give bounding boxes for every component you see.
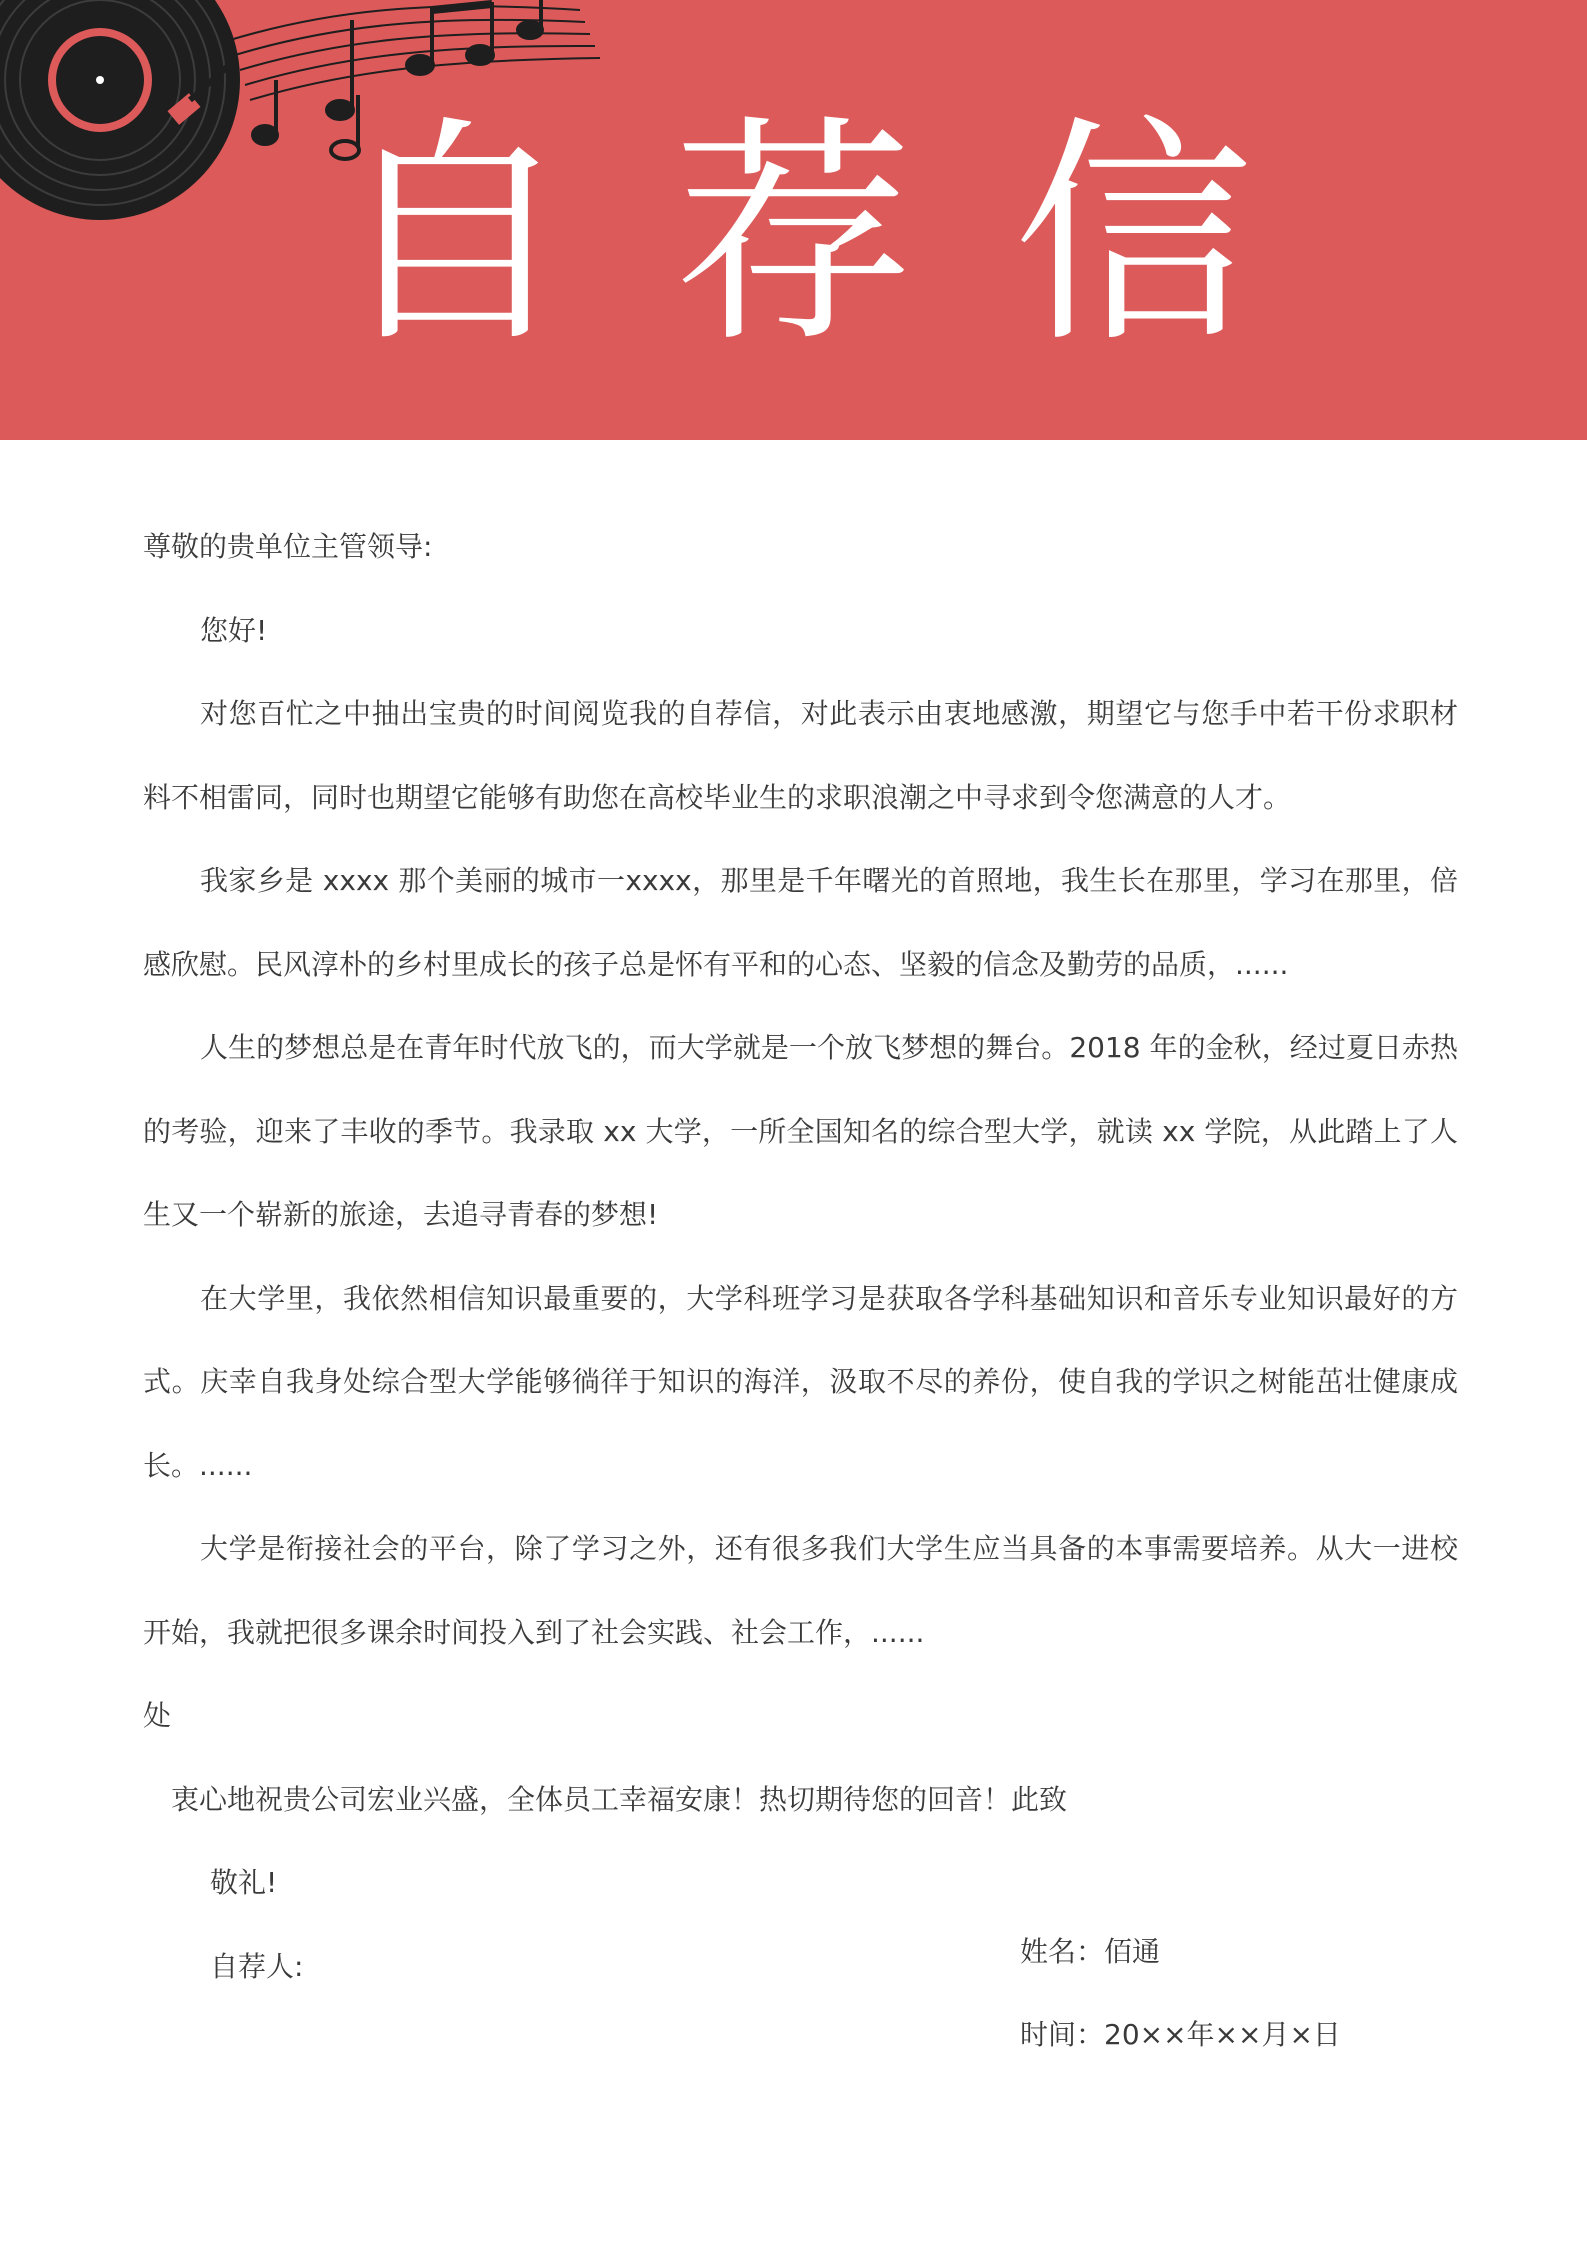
signature-name: 姓名：佰通 bbox=[1020, 1935, 1161, 1968]
paragraph-5: 大学是衔接社会的平台，除了学习之外，还有很多我们大学生应当具备的本事需要培养。从大一进校开始，我就把很多课余时间投入到了社会实践、社会工作，...... bbox=[143, 1532, 1458, 1649]
paragraph-1: 对您百忙之中抽出宝贵的时间阅览我的自荐信，对此表示由衷地感激，期望它与您手中若干份求职材料不相雷同，同时也期望它能够有助您在高校毕业生的求职浪潮之中寻求到令您满意的人才。 bbox=[143, 697, 1458, 814]
signature-date: 时间：20××年××月×日 bbox=[1020, 2018, 1341, 2051]
regards: 敬礼! bbox=[210, 1866, 278, 1899]
salutation: 尊敬的贵单位主管领导: bbox=[143, 530, 433, 563]
greeting: 您好! bbox=[200, 613, 268, 647]
letter-body bbox=[143, 505, 1458, 2008]
paragraph-2: 我家乡是 xxxx 那个美丽的城市一xxxx，那里是千年曙光的首照地，我生长在那里，学习在那里，倍感欣慰。民风淳朴的乡村里成长的孩子总是怀有平和的心态、坚毅的信念及勤劳的品质，...... bbox=[143, 864, 1458, 981]
orphan-text: 处 bbox=[143, 1699, 172, 1732]
closing: 衷心地祝贵公司宏业兴盛，全体员工幸福安康！热切期待您的回音！此致 bbox=[171, 1782, 1068, 1816]
signer-label: 自荐人: bbox=[210, 1949, 304, 1983]
paragraph-3: 人生的梦想总是在青年时代放飞的，而大学就是一个放飞梦想的舞台。2018 年的金秋，经过夏日赤热的考验，迎来了丰收的季节。我录取 xx 大学，一所全国知名的综合型大学，就读 xx 学院，从此踏上了人生又一个崭新的旅途，去追寻青春的梦想! bbox=[143, 1031, 1458, 1231]
header-banner bbox=[0, 0, 1587, 440]
paragraph-4: 在大学里，我依然相信知识最重要的，大学科班学习是获取各学科基础知识和音乐专业知识最好的方式。庆幸自我身处综合型大学能够徜徉于知识的海洋，汲取不尽的养份，使自我的学识之树能茁壮健康成长。...... bbox=[143, 1281, 1458, 1482]
page-title: 自荐信 bbox=[333, 95, 1354, 375]
